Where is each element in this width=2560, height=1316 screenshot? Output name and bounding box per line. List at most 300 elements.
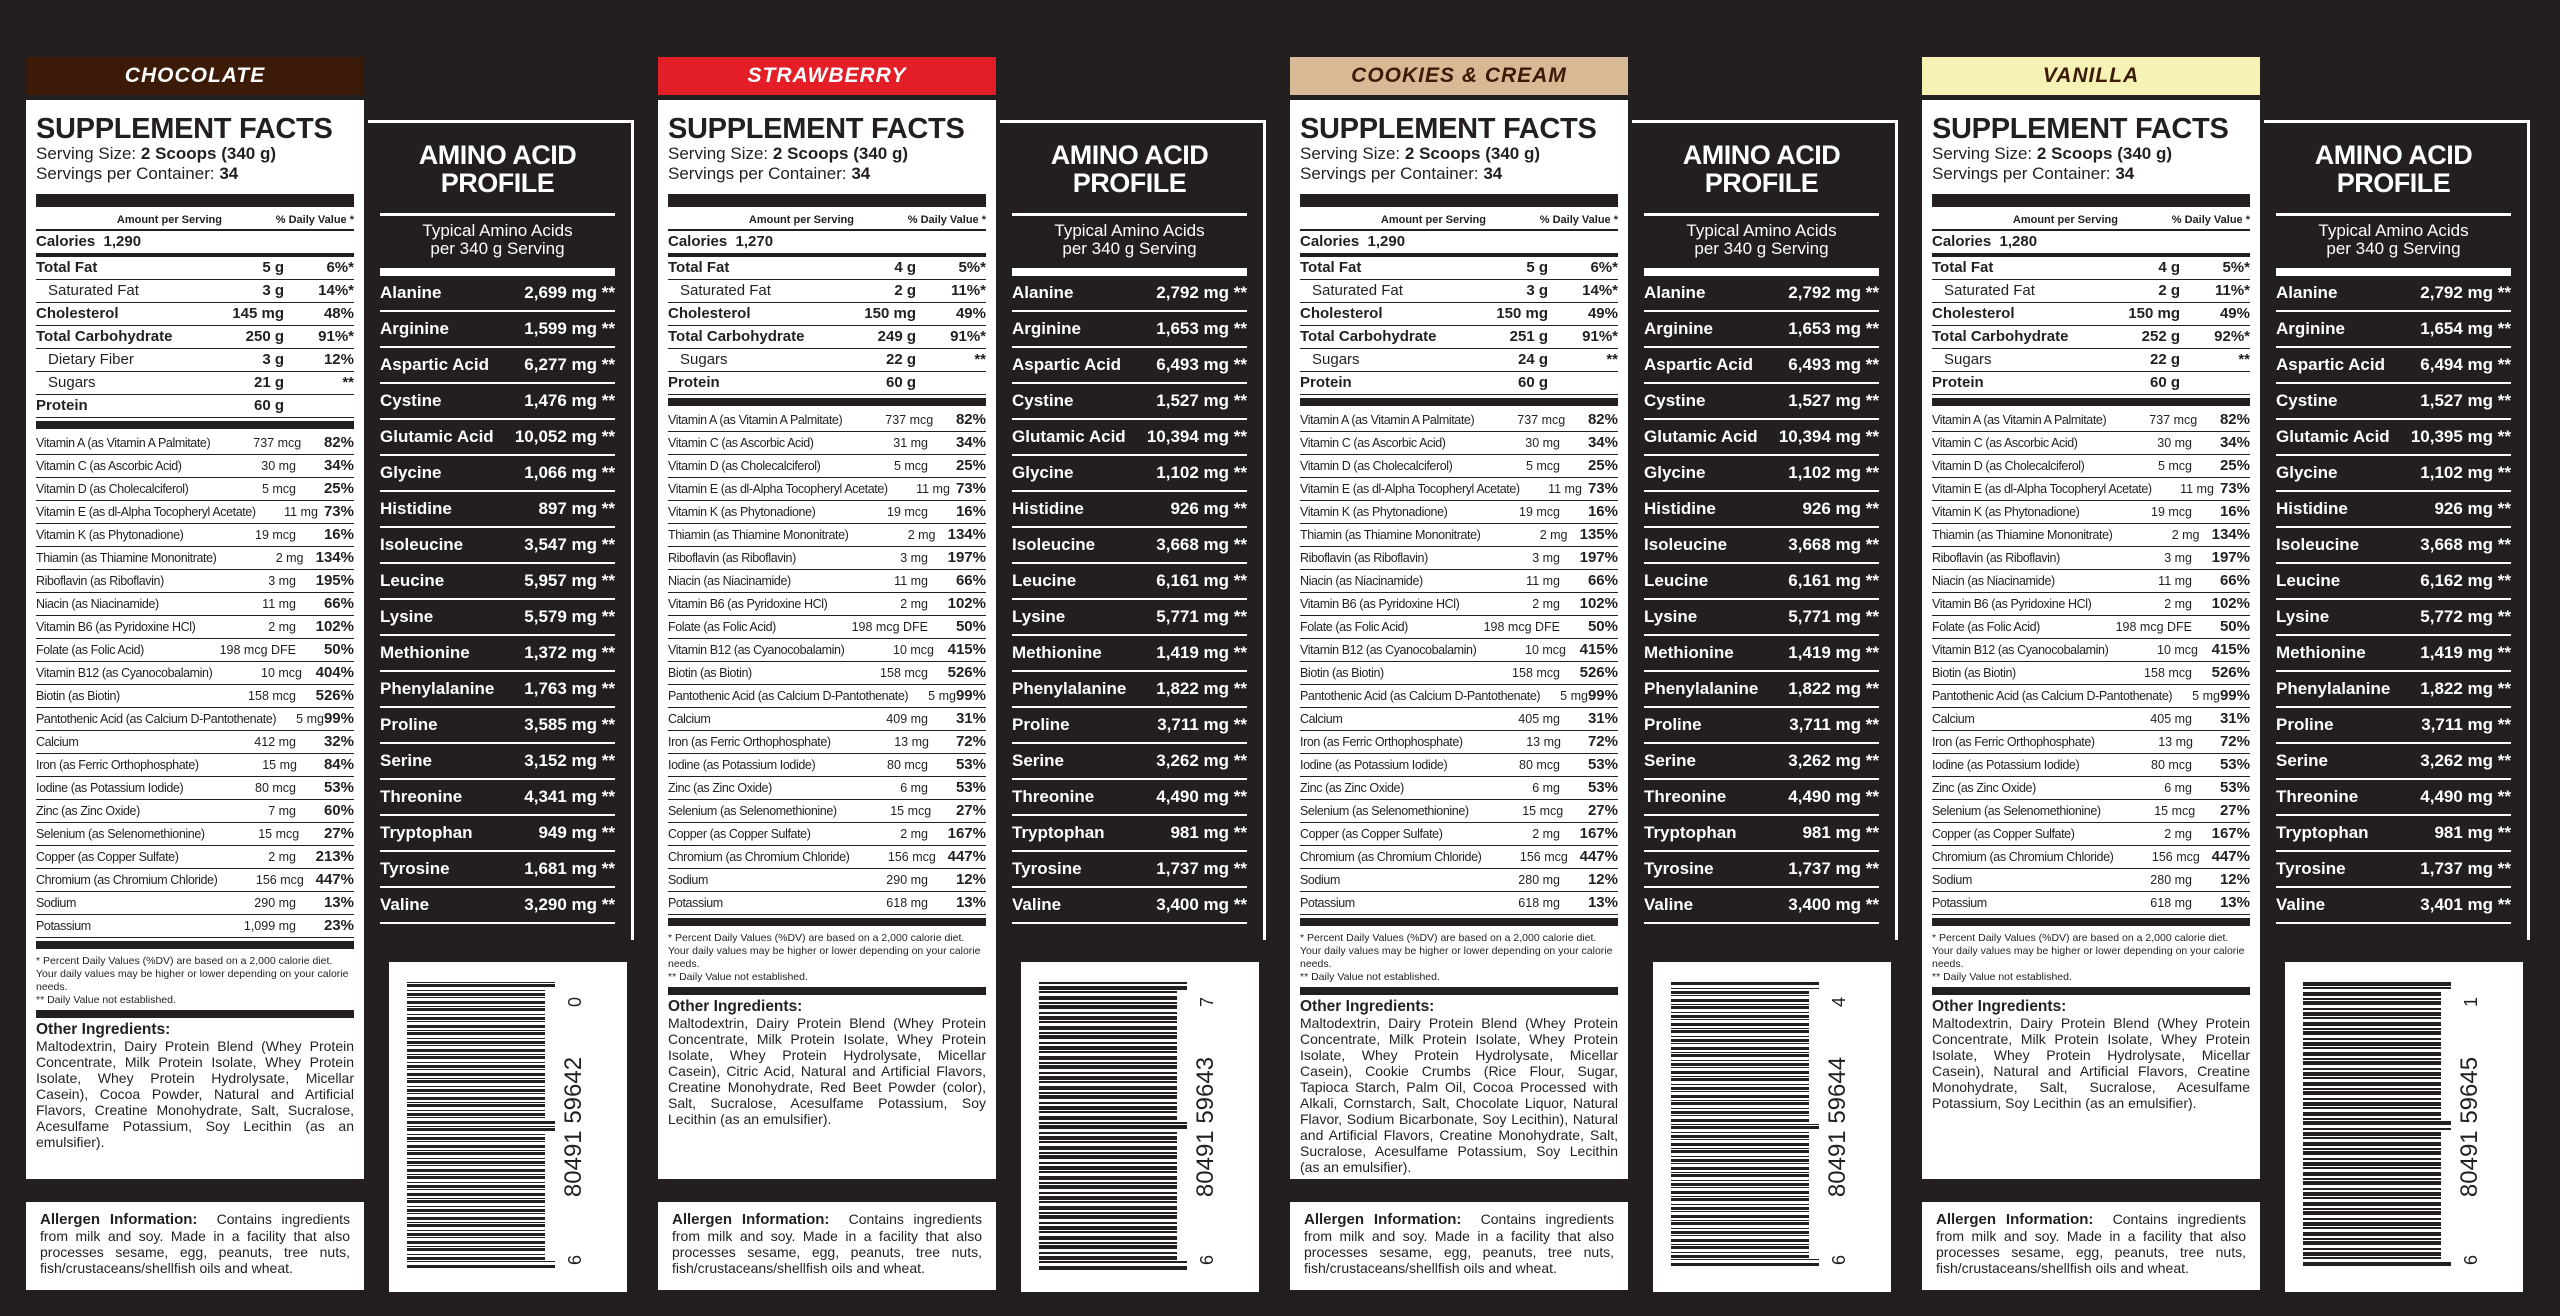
amino-acid-row [2276, 384, 2511, 420]
amino-acid-name: Phenylalanine [380, 679, 495, 698]
vitamin-amount: 5 mcg [261, 482, 296, 496]
nutrient-row [668, 326, 986, 349]
vitamin-amount: 737 mcg [1517, 413, 1566, 427]
nutrient-amount: 4 g [2158, 259, 2180, 276]
vitamin-name: Biotin (as Biotin) [36, 689, 120, 703]
vitamin-row [1300, 570, 1618, 593]
barcode-bars [407, 982, 555, 1268]
vitamin-amount: 2 mg [1532, 597, 1560, 611]
barcode-bar [1671, 1019, 1809, 1020]
barcode-bars [2303, 982, 2451, 1266]
nutrient-amount: 150 mg [2128, 305, 2180, 322]
amino-acid-name: Lysine [380, 607, 434, 626]
amino-acid-amount: 1,653 mg ** [1156, 319, 1247, 338]
barcode-bar [407, 1073, 545, 1076]
vitamin-dv: 447% [2211, 848, 2250, 865]
vitamin-name: Sodium [1932, 873, 1972, 887]
barcode-bar [2303, 1248, 2441, 1250]
footnote-dv: * Percent Daily Values (%DV) are based on a 2,000 calorie diet. Your daily values may be higher or lower depending on your calorie needs. [1300, 932, 1613, 970]
nutrient-dv: ** [974, 351, 986, 368]
barcode-bar [1039, 1152, 1177, 1154]
vitamin-name: Pantothenic Acid (as Calcium D-Pantothenate) [1932, 689, 2173, 703]
barcode-bar [1671, 1067, 1809, 1068]
amino-subtitle-line1: Typical Amino Acids [2318, 221, 2469, 240]
barcode-bar [1671, 1183, 1809, 1186]
barcode-bar [407, 1045, 545, 1046]
barcode-bar [2303, 1181, 2441, 1185]
barcode-bar [407, 982, 555, 983]
vitamin-amount: 618 mg [2150, 896, 2192, 910]
nutrient-row [36, 280, 354, 303]
vitamin-row [668, 570, 986, 593]
flavor-banner: STRAWBERRY [658, 57, 996, 95]
barcode-bar [407, 1021, 545, 1022]
amino-acid-name: Glutamic Acid [380, 427, 494, 446]
vitamin-row [36, 478, 354, 501]
nutrient-row [1300, 349, 1618, 372]
amino-acid-name: Isoleucine [2276, 535, 2360, 554]
vitamin-amount: 3 mg [1532, 551, 1560, 565]
vitamin-dv: 25% [323, 480, 354, 497]
barcode-bar [1671, 1071, 1809, 1074]
amino-subtitle-line2: per 340 g Serving [1062, 239, 1197, 258]
vitamin-amount: 6 mg [1532, 781, 1560, 795]
amino-acid-amount: 6,493 mg ** [1156, 355, 1247, 374]
vitamin-dv: 99% [1587, 687, 1618, 704]
barcode-bar [1671, 1148, 1809, 1149]
barcode-bar [2303, 1031, 2441, 1035]
serving-size-value: 2 Scoops (340 g) [2036, 144, 2173, 163]
vitamin-amount: 156 mcg [255, 873, 304, 887]
nutrient-row [1932, 257, 2250, 280]
vitamin-amount: 5 mcg [893, 459, 928, 473]
calories-row [1932, 231, 2250, 257]
barcode-bar [1039, 1162, 1177, 1164]
barcode-bar [407, 1104, 545, 1107]
amino-acid-row [1644, 564, 1879, 600]
barcode-bar [1039, 1146, 1177, 1150]
amino-acid-name: Isoleucine [1012, 535, 1096, 554]
nutrient-row [668, 372, 986, 395]
vitamin-dv: 102% [947, 595, 986, 612]
vitamin-row [36, 685, 354, 708]
vitamin-name: Vitamin D (as Cholecalciferol) [1300, 459, 1453, 473]
divider [668, 918, 986, 926]
footnotes [1300, 932, 1618, 984]
barcode-bar [1039, 1256, 1177, 1260]
barcode-bars [1039, 982, 1187, 1270]
nutrient-amount: 150 mg [864, 305, 916, 322]
barcode-bar [2303, 1227, 2441, 1229]
amino-acid-row [1644, 744, 1879, 780]
amino-acid-row [2276, 456, 2511, 492]
nutrient-row [36, 395, 354, 418]
nutrient-name: Total Fat [668, 259, 730, 276]
vitamin-dv: 72% [2219, 733, 2250, 750]
vitamin-name: Copper (as Copper Sulfate) [1932, 827, 2075, 841]
vitamin-row [1300, 593, 1618, 616]
amino-acid-amount: 1,822 mg ** [1788, 679, 1879, 698]
amino-subtitle-line1: Typical Amino Acids [422, 221, 573, 240]
amino-acid-name: Lysine [2276, 607, 2330, 626]
amino-acid-row [380, 888, 615, 924]
barcode-bar [2303, 1262, 2451, 1266]
barcode-bar [1671, 1108, 1809, 1109]
amino-acid-row [1644, 600, 1879, 636]
amino-subtitle [380, 213, 615, 258]
amino-title-line1: AMINO ACID [1050, 140, 1209, 170]
barcode-bar [1039, 1056, 1177, 1060]
amino-acid-name: Lysine [1644, 607, 1698, 626]
vitamin-dv: 84% [323, 756, 354, 773]
vitamin-amount: 737 mcg [2149, 413, 2198, 427]
barcode-bar [1039, 1012, 1177, 1014]
barcode-bar [2303, 1001, 2441, 1005]
amino-acid-name: Cystine [1012, 391, 1074, 410]
vitamin-amount: 10 mcg [2157, 643, 2198, 657]
barcode-bar [407, 1093, 545, 1094]
footnote-not-established: ** Daily Value not established. [1932, 971, 2072, 983]
amino-title-line1: AMINO ACID [1682, 140, 1841, 170]
vitamin-dv: 134% [947, 526, 986, 543]
vitamin-name: Selenium (as Selenomethionine) [36, 827, 205, 841]
vitamin-row [1300, 455, 1618, 478]
serving-size-value: 2 Scoops (340 g) [772, 144, 909, 163]
vitamin-name: Vitamin B12 (as Cyanocobalamin) [1932, 643, 2109, 657]
barcode-bar [1671, 1015, 1809, 1018]
amino-acid-name: Glycine [1012, 463, 1074, 482]
barcode-bar [1671, 1084, 1809, 1085]
other-ingredients-text: Maltodextrin, Dairy Protein Blend (Whey Protein Concentrate, Milk Protein Isolate, Whey Protein Isolate, Whey Protein Hydrolysate, Micellar Casein), Cocoa Powder, Natural and Artificial Flavors, Creatine Monohydrate, Salt, Sucralose, Acesulfame Potassium, Soy Lecithin (as an emulsifier). [36, 1038, 354, 1150]
barcode-bar [1671, 982, 1819, 985]
barcode-bar [1039, 1005, 1177, 1009]
amino-acid-row [1012, 312, 1247, 348]
upc-barcode [1021, 962, 1259, 1292]
amino-acid-amount: 3,152 mg ** [524, 751, 615, 770]
nutrient-amount: 60 g [1517, 374, 1548, 391]
servings-per-container [668, 164, 986, 184]
upc-digits-main: 80491 59644 [1824, 1056, 1851, 1198]
barcode-bar [1039, 1261, 1187, 1263]
vitamin-dv: 16% [2219, 503, 2250, 520]
vitamin-dv: 197% [947, 549, 986, 566]
amino-acid-profile-panel [2264, 120, 2530, 940]
column-header [1300, 211, 1618, 231]
calories-label: Calories [668, 233, 728, 250]
vitamin-dv: 526% [2211, 664, 2250, 681]
vitamin-amount: 1,099 mg [243, 919, 296, 933]
barcode-bar [2303, 1162, 2441, 1166]
amino-acid-name: Tryptophan [1012, 823, 1105, 842]
nutrient-row [668, 349, 986, 372]
vitamin-amount: 618 mg [886, 896, 928, 910]
vitamin-name: Selenium (as Selenomethionine) [1932, 804, 2101, 818]
amino-acid-name: Serine [1012, 751, 1064, 770]
nutrient-dv: 11%* [2214, 282, 2250, 299]
amino-acid-name: Glycine [1644, 463, 1706, 482]
barcode-bar [2303, 1112, 2441, 1116]
amino-acid-row [380, 672, 615, 708]
vitamin-name: Niacin (as Niacinamide) [36, 597, 159, 611]
vitamin-row [1932, 639, 2250, 662]
amino-acid-amount: 6,493 mg ** [1788, 355, 1879, 374]
amino-acid-name: Glutamic Acid [2276, 427, 2390, 446]
amino-acid-name: Leucine [380, 571, 445, 590]
vitamin-amount: 2 mg [2171, 528, 2200, 542]
barcode-bar [1671, 1124, 1819, 1125]
vitamin-amount: 737 mcg [253, 436, 302, 450]
vitamin-amount: 198 mcg DFE [851, 620, 928, 634]
nutrient-name: Total Fat [1300, 259, 1362, 276]
amino-acid-row [2276, 708, 2511, 744]
vitamin-dv: 34% [955, 434, 986, 451]
barcode-bar [1671, 1043, 1809, 1044]
vitamin-name: Calcium [668, 712, 711, 726]
vitamin-amount: 15 mcg [890, 804, 932, 818]
vitamin-row [1300, 524, 1618, 547]
amino-acid-name: Arginine [2276, 319, 2345, 338]
barcode-bar [2303, 1238, 2441, 1240]
amino-acid-amount: 1,653 mg ** [1788, 319, 1879, 338]
vitamin-name: Vitamin E (as dl-Alpha Tocopheryl Acetate) [1300, 482, 1520, 496]
amino-acid-list [2276, 268, 2511, 924]
upc-digits-main: 80491 59642 [560, 1056, 587, 1198]
vitamin-row [668, 409, 986, 432]
footnote-not-established: ** Daily Value not established. [1300, 971, 1440, 983]
dv-header: % Daily Value * [275, 214, 354, 226]
amino-acid-name: Leucine [1012, 571, 1077, 590]
nutrient-name: Total Carbohydrate [668, 328, 805, 345]
amino-acid-amount: 949 mg ** [538, 823, 615, 842]
amino-acid-name: Serine [380, 751, 432, 770]
vitamin-dv: 447% [315, 871, 354, 888]
flavor-banner: VANILLA [1922, 57, 2260, 95]
vitamin-name: Niacin (as Niacinamide) [1932, 574, 2055, 588]
barcode-bar [2303, 998, 2441, 1000]
vitamin-amount: 80 mcg [1519, 758, 1560, 772]
supplement-facts-title: SUPPLEMENT FACTS [36, 113, 333, 145]
barcode-bar [1671, 1187, 1809, 1188]
barcode-bar [1671, 1006, 1809, 1009]
vitamin-dv: 13% [2219, 894, 2250, 911]
amino-acid-row [2276, 888, 2511, 924]
vitamin-dv: 31% [955, 710, 986, 727]
amino-acid-name: Methionine [1644, 643, 1734, 662]
amount-header: Amount per Serving [748, 214, 854, 226]
amino-acid-amount: 926 mg ** [2434, 499, 2511, 518]
vitamin-dv: 66% [2219, 572, 2250, 589]
barcode-bar [407, 1246, 545, 1247]
amount-header: Amount per Serving [1380, 214, 1486, 226]
barcode-bar [2303, 1172, 2441, 1176]
nutrient-dv: 5%* [958, 259, 986, 276]
amino-acid-row [1012, 744, 1247, 780]
vitamin-name: Potassium [1300, 896, 1355, 910]
nutrient-dv [916, 372, 986, 394]
divider [36, 941, 354, 949]
barcode-bar [407, 1017, 545, 1020]
vitamin-dv: 12% [2219, 871, 2250, 888]
amount-header: Amount per Serving [116, 214, 222, 226]
vitamin-name: Vitamin B6 (as Pyridoxine HCl) [668, 597, 828, 611]
nutrient-dv: 91%* [1582, 328, 1618, 345]
barcode-bar [1671, 1231, 1809, 1234]
vitamin-dv: 526% [947, 664, 986, 681]
amino-acid-amount: 4,490 mg ** [2420, 787, 2511, 806]
upc-digit-left: 6 [565, 1254, 585, 1266]
vitamin-amount: 10 mcg [893, 643, 934, 657]
vitamin-row [1300, 823, 1618, 846]
vitamin-dv: 526% [315, 687, 354, 704]
amino-acid-amount: 3,401 mg ** [2420, 895, 2511, 914]
barcode-bar [1671, 1036, 1809, 1037]
barcode-bar [407, 1128, 555, 1131]
barcode-bar [1671, 1180, 1809, 1181]
barcode-bar [1671, 1255, 1809, 1258]
amino-acid-row [380, 456, 615, 492]
vitamin-dv: 82% [1587, 411, 1618, 428]
vitamin-name: Calcium [1300, 712, 1343, 726]
barcode-bar [1039, 1201, 1177, 1203]
divider [36, 194, 354, 207]
amino-acid-row [1012, 672, 1247, 708]
amino-acid-row [380, 708, 615, 744]
amino-acid-title [1012, 141, 1247, 197]
barcode-bar [2303, 1012, 2441, 1016]
barcode-bar [407, 1102, 545, 1103]
vitamin-amount: 13 mg [1526, 735, 1561, 749]
vitamin-row [1932, 708, 2250, 731]
vitamin-amount: 19 mcg [255, 528, 296, 542]
vitamin-name: Vitamin A (as Vitamin A Palmitate) [1932, 413, 2107, 427]
vitamin-name: Vitamin D (as Cholecalciferol) [668, 459, 821, 473]
barcode-bar [1671, 1215, 1809, 1218]
nutrient-name: Cholesterol [36, 305, 119, 322]
barcode-bar [1671, 1091, 1809, 1092]
amino-acid-amount: 2,792 mg ** [1156, 283, 1247, 302]
divider [668, 398, 986, 406]
amino-acid-profile-panel [368, 120, 634, 940]
vitamin-dv: 53% [955, 779, 986, 796]
vitamin-name: Vitamin K (as Phytonadione) [1300, 505, 1448, 519]
amino-acid-name: Histidine [2276, 499, 2348, 518]
amino-acid-amount: 1,822 mg ** [2420, 679, 2511, 698]
amino-acid-name: Phenylalanine [2276, 679, 2391, 698]
barcode-bar [407, 1165, 545, 1166]
vitamin-amount: 80 mcg [2151, 758, 2192, 772]
amino-acid-amount: 5,957 mg ** [524, 571, 615, 590]
amino-acid-row [1644, 852, 1879, 888]
vitamin-amount: 6 mg [2164, 781, 2192, 795]
barcode-bar [407, 1176, 545, 1179]
footnotes [36, 955, 354, 1007]
nutrient-amount: 150 mg [1496, 305, 1548, 322]
barcode-bar [407, 1193, 545, 1196]
vitamin-row [1932, 846, 2250, 869]
vitamin-row [1932, 409, 2250, 432]
barcode-bar [1039, 1171, 1177, 1173]
nutrient-name: Sugars [1312, 351, 1360, 368]
barcode-bar [407, 1217, 545, 1220]
amino-acid-row [1644, 276, 1879, 312]
vitamin-name: Vitamin B12 (as Cyanocobalamin) [668, 643, 845, 657]
vitamin-dv: 25% [1587, 457, 1618, 474]
nutrient-name: Protein [36, 397, 88, 414]
amino-acid-name: Tryptophan [2276, 823, 2369, 842]
amino-acid-amount: 3,290 mg ** [524, 895, 615, 914]
amino-acid-name: Tyrosine [1012, 859, 1082, 878]
amino-acid-amount: 981 mg ** [1802, 823, 1879, 842]
supplement-facts-panel [1290, 100, 1628, 1179]
nutrient-dv [1548, 372, 1618, 394]
barcode-bar [407, 1049, 545, 1052]
vitamin-dv: 99% [2219, 687, 2250, 704]
amino-acid-amount: 1,476 mg ** [524, 391, 615, 410]
nutrient-row [1300, 303, 1618, 326]
vitamin-amount: 5 mg [2192, 689, 2220, 703]
amino-acid-name: Methionine [2276, 643, 2366, 662]
barcode-bar [1671, 1100, 1809, 1101]
nutrient-dv: 6%* [326, 259, 354, 276]
barcode-bar [1671, 1150, 1809, 1153]
barcode-bar [1039, 1215, 1177, 1219]
vitamin-name: Thiamin (as Thiamine Mononitrate) [36, 551, 217, 565]
amino-acid-row [2276, 672, 2511, 708]
barcode-bar [407, 1121, 555, 1124]
barcode-bar [2303, 1028, 2441, 1030]
vitamin-name: Chromium (as Chromium Chloride) [1932, 850, 2114, 864]
barcode-bar [1039, 1021, 1177, 1023]
barcode-graphic [2285, 962, 2523, 1292]
vitamin-row [1300, 409, 1618, 432]
vitamin-amount: 2 mg [900, 597, 928, 611]
amino-acid-name: Alanine [380, 283, 442, 302]
nutrient-dv: 91%* [318, 328, 354, 345]
barcode-bar [407, 1230, 545, 1231]
amino-acid-row [1012, 564, 1247, 600]
vitamin-amount: 280 mg [1518, 873, 1560, 887]
vitamin-row [1300, 800, 1618, 823]
vitamin-row [1932, 800, 2250, 823]
calories-row [668, 231, 986, 257]
vitamin-dv: 415% [947, 641, 986, 658]
amino-acid-amount: 1,822 mg ** [1156, 679, 1247, 698]
amino-acid-name: Valine [2276, 895, 2326, 914]
barcode-bar [1039, 1042, 1177, 1044]
calories-label: Calories [36, 233, 96, 250]
amino-acid-row [380, 276, 615, 312]
vitamin-name: Zinc (as Zinc Oxide) [36, 804, 140, 818]
vitamin-amount: 198 mcg DFE [1483, 620, 1560, 634]
barcode-bar [1671, 1259, 1819, 1260]
vitamin-dv: 66% [323, 595, 354, 612]
barcode-bar [407, 1025, 545, 1028]
amino-acid-row [1012, 636, 1247, 672]
nutrient-name: Total Fat [36, 259, 98, 276]
vitamin-name: Biotin (as Biotin) [1300, 666, 1384, 680]
barcode-bar [2303, 1121, 2451, 1125]
barcode-bar [2303, 1232, 2441, 1236]
barcode-bar [2303, 1151, 2441, 1155]
nutrient-row [36, 257, 354, 280]
nutrient-row [36, 303, 354, 326]
nutrient-amount: 2 g [894, 282, 916, 299]
amino-acid-row [1644, 672, 1879, 708]
amino-acid-amount: 10,052 mg ** [514, 427, 615, 446]
vitamin-name: Potassium [1932, 896, 1987, 910]
vitamin-row [1300, 616, 1618, 639]
amino-acid-name: Histidine [1012, 499, 1084, 518]
